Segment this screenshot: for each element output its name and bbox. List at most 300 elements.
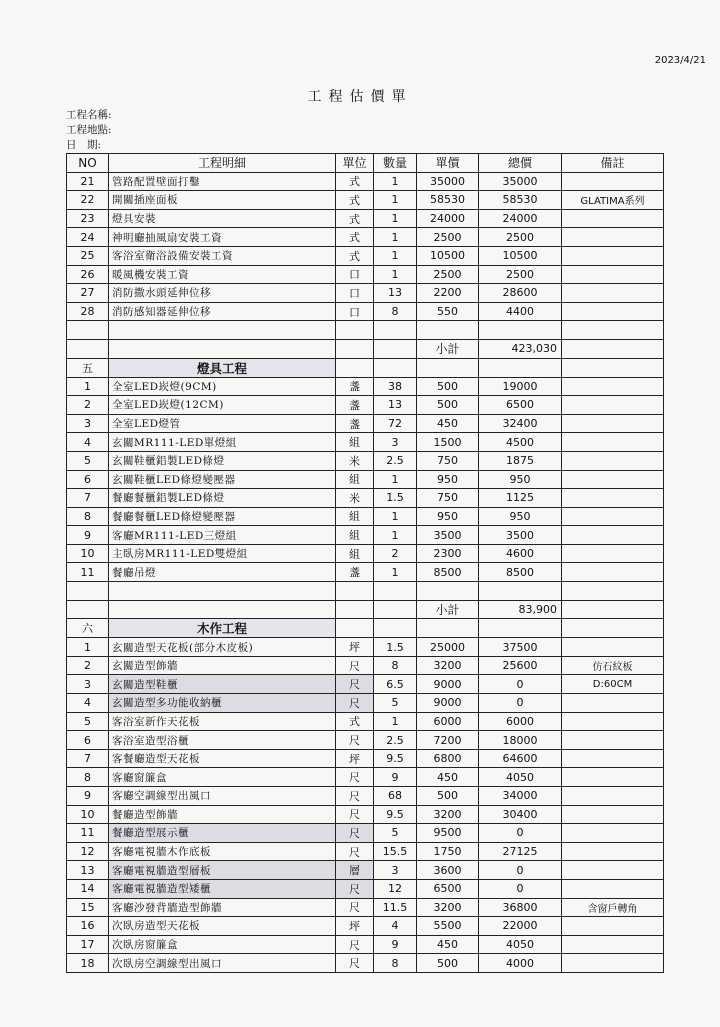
row-note <box>562 563 664 582</box>
row-price: 1500 <box>417 433 479 452</box>
table-row <box>67 470 664 489</box>
row-no: 10 <box>67 544 109 563</box>
row-price: 2200 <box>417 284 479 303</box>
row-price: 35000 <box>417 172 479 191</box>
blank-row <box>67 582 664 601</box>
table-row <box>67 917 664 936</box>
row-note <box>562 712 664 731</box>
row-item: 客廳沙發背牆造型飾牆 <box>109 898 336 917</box>
empty-cell <box>562 582 664 601</box>
row-qty: 1 <box>374 228 417 247</box>
row-qty: 6.5 <box>374 675 417 694</box>
row-qty: 9 <box>374 935 417 954</box>
row-item: 客浴室新作天花板 <box>109 712 336 731</box>
row-no: 16 <box>67 917 109 936</box>
row-unit: 組 <box>336 470 374 489</box>
row-qty: 1.5 <box>374 489 417 508</box>
row-total: 0 <box>479 879 562 898</box>
print-date: 2023/4/21 <box>654 55 706 66</box>
empty-cell <box>479 582 562 601</box>
row-note <box>562 209 664 228</box>
row-unit: 組 <box>336 507 374 526</box>
row-no: 8 <box>67 507 109 526</box>
row-total: 32400 <box>479 414 562 433</box>
empty-cell <box>562 619 664 638</box>
row-price: 3200 <box>417 898 479 917</box>
row-unit: 尺 <box>336 824 374 843</box>
table-body <box>67 172 664 972</box>
table-row <box>67 842 664 861</box>
row-note <box>562 172 664 191</box>
row-qty: 1 <box>374 470 417 489</box>
row-note <box>562 526 664 545</box>
row-total: 64600 <box>479 749 562 768</box>
row-total: 24000 <box>479 209 562 228</box>
empty-cell <box>417 582 479 601</box>
row-unit: 層 <box>336 861 374 880</box>
row-price: 500 <box>417 396 479 415</box>
row-total: 4050 <box>479 768 562 787</box>
row-item: 全室LED崁燈(9CM) <box>109 377 336 396</box>
row-total: 27125 <box>479 842 562 861</box>
row-total: 4050 <box>479 935 562 954</box>
row-qty: 1 <box>374 209 417 228</box>
table-row <box>67 228 664 247</box>
row-price: 450 <box>417 935 479 954</box>
row-price: 950 <box>417 507 479 526</box>
row-qty: 2.5 <box>374 451 417 470</box>
row-note <box>562 246 664 265</box>
empty-cell <box>109 321 336 340</box>
row-item: 消防感知器延伸位移 <box>109 302 336 321</box>
empty-cell <box>374 358 417 377</box>
row-total: 2500 <box>479 228 562 247</box>
header-unit: 單位 <box>336 154 374 173</box>
row-qty: 13 <box>374 284 417 303</box>
subtotal-label: 小計 <box>417 339 479 358</box>
row-total: 2500 <box>479 265 562 284</box>
section-header-row <box>67 619 664 638</box>
empty-cell <box>67 582 109 601</box>
section-number: 六 <box>67 619 109 638</box>
row-note <box>562 451 664 470</box>
row-price: 1750 <box>417 842 479 861</box>
row-unit: 式 <box>336 246 374 265</box>
row-unit: 口 <box>336 302 374 321</box>
row-no: 21 <box>67 172 109 191</box>
row-note <box>562 861 664 880</box>
row-qty: 1 <box>374 526 417 545</box>
row-total: 10500 <box>479 246 562 265</box>
row-note: D:60CM <box>562 675 664 694</box>
row-total: 25600 <box>479 656 562 675</box>
row-qty: 1 <box>374 246 417 265</box>
row-no: 18 <box>67 954 109 973</box>
row-item: 餐廳餐櫃鋁製LED條燈 <box>109 489 336 508</box>
empty-cell <box>562 339 664 358</box>
row-unit: 盞 <box>336 414 374 433</box>
row-total: 4500 <box>479 433 562 452</box>
row-qty: 1 <box>374 507 417 526</box>
row-unit: 口 <box>336 284 374 303</box>
table-row <box>67 563 664 582</box>
table-row <box>67 712 664 731</box>
row-unit: 尺 <box>336 656 374 675</box>
row-price: 500 <box>417 787 479 806</box>
row-price: 8500 <box>417 563 479 582</box>
row-price: 9000 <box>417 675 479 694</box>
row-unit: 米 <box>336 489 374 508</box>
row-unit: 尺 <box>336 898 374 917</box>
row-unit: 盞 <box>336 396 374 415</box>
row-note <box>562 731 664 750</box>
row-qty: 1.5 <box>374 638 417 657</box>
row-note <box>562 879 664 898</box>
table-row <box>67 284 664 303</box>
row-unit: 式 <box>336 712 374 731</box>
row-item: 管路配置壁面打鑿 <box>109 172 336 191</box>
subtotal-value: 83,900 <box>479 600 562 619</box>
row-note <box>562 824 664 843</box>
row-no: 17 <box>67 935 109 954</box>
row-item: 消防撒水頭延伸位移 <box>109 284 336 303</box>
empty-cell <box>109 582 336 601</box>
empty-cell <box>417 619 479 638</box>
row-item: 客廳電視牆木作底板 <box>109 842 336 861</box>
table-row <box>67 191 664 210</box>
row-no: 5 <box>67 712 109 731</box>
row-qty: 1 <box>374 712 417 731</box>
row-no: 7 <box>67 749 109 768</box>
row-note <box>562 544 664 563</box>
empty-cell <box>67 321 109 340</box>
row-price: 24000 <box>417 209 479 228</box>
row-qty: 11.5 <box>374 898 417 917</box>
blank-row <box>67 321 664 340</box>
row-no: 3 <box>67 675 109 694</box>
row-item: 全室LED崁燈(12CM) <box>109 396 336 415</box>
row-note <box>562 414 664 433</box>
row-item: 次臥房窗簾盒 <box>109 935 336 954</box>
row-no: 28 <box>67 302 109 321</box>
table-row <box>67 507 664 526</box>
empty-cell <box>374 600 417 619</box>
row-note <box>562 805 664 824</box>
row-item: 次臥房空調線型出風口 <box>109 954 336 973</box>
row-price: 7200 <box>417 731 479 750</box>
empty-cell <box>336 339 374 358</box>
row-no: 4 <box>67 694 109 713</box>
empty-cell <box>374 582 417 601</box>
row-price: 750 <box>417 489 479 508</box>
row-item: 餐廳造型展示櫃 <box>109 824 336 843</box>
row-unit: 尺 <box>336 694 374 713</box>
table-row <box>67 209 664 228</box>
row-note <box>562 507 664 526</box>
section-header-row <box>67 358 664 377</box>
row-price: 6800 <box>417 749 479 768</box>
table-row <box>67 377 664 396</box>
row-note <box>562 638 664 657</box>
row-note <box>562 954 664 973</box>
empty-cell <box>479 358 562 377</box>
row-unit: 坪 <box>336 917 374 936</box>
row-price: 2500 <box>417 265 479 284</box>
table-row <box>67 731 664 750</box>
header-note: 備註 <box>562 154 664 173</box>
row-item: 客餐廳造型天花板 <box>109 749 336 768</box>
row-total: 4400 <box>479 302 562 321</box>
row-unit: 尺 <box>336 768 374 787</box>
row-no: 2 <box>67 396 109 415</box>
row-no: 11 <box>67 563 109 582</box>
row-no: 10 <box>67 805 109 824</box>
table-row <box>67 451 664 470</box>
table-row <box>67 935 664 954</box>
row-note: 含窗戶轉角 <box>562 898 664 917</box>
row-qty: 9.5 <box>374 805 417 824</box>
empty-cell <box>67 339 109 358</box>
empty-cell <box>562 600 664 619</box>
row-no: 24 <box>67 228 109 247</box>
empty-cell <box>336 600 374 619</box>
row-qty: 38 <box>374 377 417 396</box>
row-unit: 組 <box>336 433 374 452</box>
subtotal-row <box>67 600 664 619</box>
row-price: 500 <box>417 377 479 396</box>
row-item: 玄關鞋櫃LED條燈變壓器 <box>109 470 336 489</box>
row-item: 神明廳抽風扇安裝工資 <box>109 228 336 247</box>
row-qty: 12 <box>374 879 417 898</box>
table-row <box>67 526 664 545</box>
row-total: 0 <box>479 861 562 880</box>
row-total: 37500 <box>479 638 562 657</box>
empty-cell <box>562 321 664 340</box>
row-no: 27 <box>67 284 109 303</box>
header-qty: 數量 <box>374 154 417 173</box>
row-total: 1125 <box>479 489 562 508</box>
row-note <box>562 377 664 396</box>
table-header-row <box>67 154 664 173</box>
row-total: 19000 <box>479 377 562 396</box>
row-total: 3500 <box>479 526 562 545</box>
row-total: 4000 <box>479 954 562 973</box>
row-total: 4600 <box>479 544 562 563</box>
table-row <box>67 265 664 284</box>
row-price: 450 <box>417 414 479 433</box>
row-unit: 式 <box>336 228 374 247</box>
row-qty: 1 <box>374 265 417 284</box>
row-no: 25 <box>67 246 109 265</box>
row-unit: 坪 <box>336 638 374 657</box>
row-note <box>562 265 664 284</box>
row-note: 仿石紋板 <box>562 656 664 675</box>
row-price: 5500 <box>417 917 479 936</box>
row-price: 3200 <box>417 656 479 675</box>
date-label: 日 期: <box>66 139 102 151</box>
row-qty: 1 <box>374 563 417 582</box>
document-title: 工程估價單 <box>307 89 413 105</box>
row-total: 6500 <box>479 396 562 415</box>
row-no: 9 <box>67 787 109 806</box>
row-item: 客浴室造型浴櫃 <box>109 731 336 750</box>
row-qty: 8 <box>374 656 417 675</box>
table-row <box>67 954 664 973</box>
row-price: 6000 <box>417 712 479 731</box>
row-total: 0 <box>479 675 562 694</box>
row-unit: 尺 <box>336 731 374 750</box>
row-qty: 9 <box>374 768 417 787</box>
row-unit: 式 <box>336 172 374 191</box>
row-qty: 8 <box>374 302 417 321</box>
row-note <box>562 935 664 954</box>
row-unit: 組 <box>336 526 374 545</box>
row-price: 2300 <box>417 544 479 563</box>
row-total: 8500 <box>479 563 562 582</box>
row-item: 次臥房造型天花板 <box>109 917 336 936</box>
row-no: 15 <box>67 898 109 917</box>
row-note <box>562 842 664 861</box>
project-location-label: 工程地點: <box>66 124 112 136</box>
row-qty: 1 <box>374 191 417 210</box>
row-total: 0 <box>479 694 562 713</box>
row-no: 6 <box>67 731 109 750</box>
row-note <box>562 489 664 508</box>
table-row <box>67 768 664 787</box>
table-row <box>67 749 664 768</box>
table-row <box>67 861 664 880</box>
section-title: 燈具工程 <box>109 358 336 377</box>
header-total: 總價 <box>479 154 562 173</box>
row-price: 500 <box>417 954 479 973</box>
row-unit: 盞 <box>336 563 374 582</box>
row-total: 6000 <box>479 712 562 731</box>
empty-cell <box>336 358 374 377</box>
row-qty: 9.5 <box>374 749 417 768</box>
row-no: 5 <box>67 451 109 470</box>
row-no: 22 <box>67 191 109 210</box>
section-number: 五 <box>67 358 109 377</box>
row-note <box>562 749 664 768</box>
row-qty: 2.5 <box>374 731 417 750</box>
row-total: 35000 <box>479 172 562 191</box>
row-note: GLATIMA系列 <box>562 191 664 210</box>
table-row <box>67 787 664 806</box>
row-item: 燈具安裝 <box>109 209 336 228</box>
row-qty: 68 <box>374 787 417 806</box>
row-note <box>562 433 664 452</box>
row-qty: 2 <box>374 544 417 563</box>
row-note <box>562 917 664 936</box>
row-price: 3600 <box>417 861 479 880</box>
row-qty: 72 <box>374 414 417 433</box>
row-total: 18000 <box>479 731 562 750</box>
row-total: 30400 <box>479 805 562 824</box>
row-no: 8 <box>67 768 109 787</box>
row-no: 1 <box>67 377 109 396</box>
table-row <box>67 675 664 694</box>
row-no: 1 <box>67 638 109 657</box>
table-row <box>67 638 664 657</box>
row-total: 950 <box>479 507 562 526</box>
subtotal-row <box>67 339 664 358</box>
row-no: 6 <box>67 470 109 489</box>
row-item: 玄關鞋櫃鋁製LED條燈 <box>109 451 336 470</box>
row-item: 玄關造型鞋櫃 <box>109 675 336 694</box>
row-total: 58530 <box>479 191 562 210</box>
empty-cell <box>67 600 109 619</box>
empty-cell <box>336 619 374 638</box>
empty-cell <box>374 619 417 638</box>
row-price: 9000 <box>417 694 479 713</box>
empty-cell <box>109 600 336 619</box>
table-row <box>67 898 664 917</box>
row-item: 玄關MR111-LED單燈組 <box>109 433 336 452</box>
row-qty: 5 <box>374 694 417 713</box>
table-row <box>67 302 664 321</box>
row-qty: 8 <box>374 954 417 973</box>
estimate-table <box>66 153 664 973</box>
row-unit: 尺 <box>336 954 374 973</box>
row-item: 客廳空調線型出風口 <box>109 787 336 806</box>
header-item: 工程明細 <box>109 154 336 173</box>
empty-cell <box>374 321 417 340</box>
row-no: 11 <box>67 824 109 843</box>
empty-cell <box>479 619 562 638</box>
row-total: 1875 <box>479 451 562 470</box>
row-unit: 尺 <box>336 675 374 694</box>
empty-cell <box>417 321 479 340</box>
empty-cell <box>109 339 336 358</box>
table-row <box>67 396 664 415</box>
row-item: 全室LED燈管 <box>109 414 336 433</box>
empty-cell <box>374 339 417 358</box>
empty-cell <box>479 321 562 340</box>
row-item: 玄關造型天花板(部分木皮板) <box>109 638 336 657</box>
empty-cell <box>336 582 374 601</box>
row-qty: 1 <box>374 172 417 191</box>
row-unit: 組 <box>336 544 374 563</box>
row-price: 450 <box>417 768 479 787</box>
row-total: 34000 <box>479 787 562 806</box>
row-item: 主臥房MR111-LED雙燈組 <box>109 544 336 563</box>
row-note <box>562 302 664 321</box>
subtotal-label: 小計 <box>417 600 479 619</box>
row-item: 玄關造型多功能收納櫃 <box>109 694 336 713</box>
row-note <box>562 284 664 303</box>
row-no: 14 <box>67 879 109 898</box>
row-item: 餐廳造型飾牆 <box>109 805 336 824</box>
subtotal-value: 423,030 <box>479 339 562 358</box>
row-no: 23 <box>67 209 109 228</box>
table-row <box>67 824 664 843</box>
row-price: 950 <box>417 470 479 489</box>
row-price: 3200 <box>417 805 479 824</box>
row-item: 開關插座面板 <box>109 191 336 210</box>
row-note <box>562 694 664 713</box>
row-no: 3 <box>67 414 109 433</box>
empty-cell <box>417 358 479 377</box>
row-no: 26 <box>67 265 109 284</box>
table-row <box>67 656 664 675</box>
row-item: 客廳電視牆造型矮櫃 <box>109 879 336 898</box>
header-price: 單價 <box>417 154 479 173</box>
row-total: 950 <box>479 470 562 489</box>
table-row <box>67 544 664 563</box>
row-note <box>562 396 664 415</box>
row-total: 36800 <box>479 898 562 917</box>
empty-cell <box>562 358 664 377</box>
